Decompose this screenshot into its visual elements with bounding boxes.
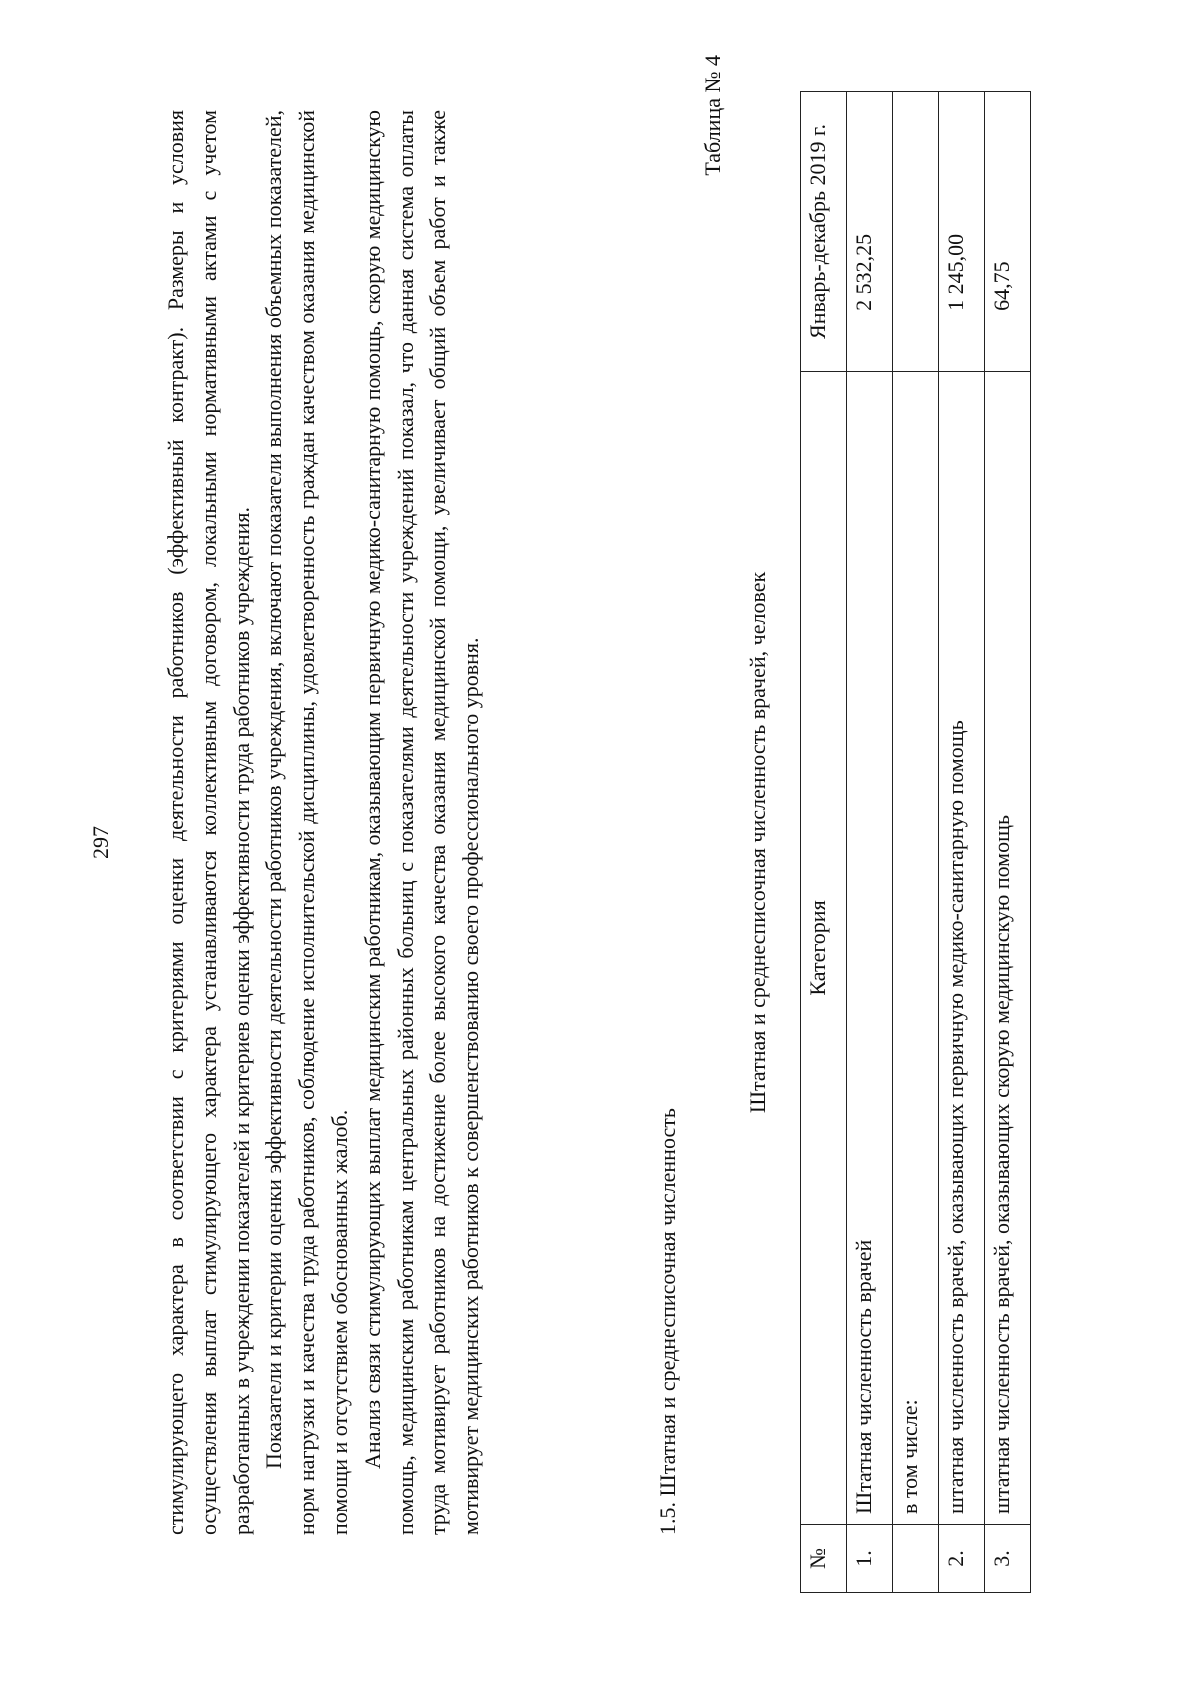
column-header-number: № <box>801 1525 847 1593</box>
row-number: 2. <box>939 1525 985 1593</box>
row-value <box>893 92 939 372</box>
paragraph: Показатели и критерии оценки эффективности деятельности работников учреждения, включают показатели выполнения объемных показателей, норм нагрузки и качества труда работников, соблюдение исполнительской дисциплины, удовлетворенность граждан качеством оказания медицинской помощи и отсутствием обоснованных жалоб. <box>261 110 352 1535</box>
paragraph: стимулирующего характера в соответствии с критериями оценки деятельности работников (эффективный контракт). Размеры и условия осуществления выплат стимулирующего характера устанавливаются коллективным договором, локальными нормативными актами с учетом разработанных в учреждении показателей и критериев оценки эффективности труда работников учреждения. <box>163 110 254 1535</box>
column-header-period: Январь-декабрь 2019 г. <box>801 92 847 372</box>
data-table <box>800 91 1031 1593</box>
table-header-row <box>801 92 847 1593</box>
row-number: 1. <box>847 1525 893 1593</box>
table-row <box>939 92 985 1593</box>
table-row <box>985 92 1031 1593</box>
row-value: 1 245,00 <box>939 92 985 372</box>
table-row <box>847 92 893 1593</box>
page-number: 297 <box>88 826 113 859</box>
paragraph: Анализ связи стимулирующих выплат медицинским работникам, оказывающим первичную медико-санитарную помощь, скорую медицинскую помощь, медицинским работникам центральных районных больниц с показателями деятельности учреждений показал, что данная система оплаты труда мотивирует работников на достижение более высокого качества оказания медицинской помощи, увеличивает общий объем работ и также мотивирует медицинских работников к совершенствованию своего профессионального уровня. <box>359 110 484 1535</box>
body-text <box>160 110 488 1535</box>
table-label: Таблица № 4 <box>700 55 725 176</box>
table-row <box>893 92 939 1593</box>
table-title: Штатная и среднесписочная численность врачей, человек <box>745 571 770 1114</box>
row-number <box>893 1525 939 1593</box>
column-header-category: Категория <box>801 371 847 1524</box>
row-value: 64,75 <box>985 92 1031 372</box>
section-heading: 1.5. Штатная и среднесписочная численность <box>655 1108 680 1535</box>
row-category: Штатная численность врачей <box>847 371 893 1524</box>
row-value: 2 532,25 <box>847 92 893 372</box>
row-number: 3. <box>985 1525 1031 1593</box>
row-category: штатная численность врачей, оказывающих скорую медицинскую помощь <box>985 371 1031 1524</box>
row-category: штатная численность врачей, оказывающих первичную медико-санитарную помощь <box>939 371 985 1524</box>
row-category: в том числе: <box>893 371 939 1524</box>
